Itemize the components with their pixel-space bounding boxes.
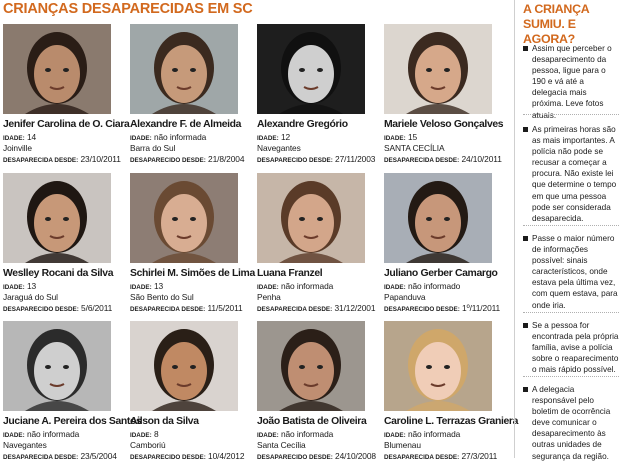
boy-photo (130, 24, 238, 114)
tip-text: Passe o maior número de informações possível: sinais característicos, onde estava pela última vez, com quem estava, para onde iria. (532, 234, 618, 310)
age-value: não informada (153, 132, 207, 142)
boy-photo (3, 173, 111, 263)
child-name: Ailson da Silva (130, 416, 199, 427)
missing-since-line (384, 303, 500, 313)
portrait-icon (130, 24, 238, 114)
tip-item (523, 384, 619, 462)
age-value: não informada (280, 429, 334, 439)
girl-photo (257, 173, 365, 263)
age-value: não informada (26, 429, 80, 439)
missing-since-line (257, 451, 376, 461)
portrait-icon (384, 24, 492, 114)
missing-since-line (3, 451, 117, 461)
child-name: Juliano Gerber Camargo (384, 268, 498, 279)
girl-photo (130, 173, 238, 263)
child-name: Alexandre F. de Almeida (130, 119, 242, 130)
child-name: Weslley Rocani da Silva (3, 268, 114, 279)
sidebar-title-line1: A CRIANÇA (523, 2, 590, 16)
girl-photo-bw (3, 321, 111, 411)
age-line (384, 281, 460, 291)
tip-text: As primeiras horas são as mais importantes. A polícia não pode se recusar a começar a procura. Não existe lei que determine o tempo em que uma pessoa pode ser considerada desaparecida. (532, 125, 617, 223)
age-value: não informada (280, 281, 334, 291)
age-value: 8 (153, 429, 159, 439)
child-card (130, 321, 252, 464)
tip-item (523, 43, 619, 121)
missing-since-label: DESAPARECIDO DESDE: (130, 157, 206, 164)
city: Jaraguá do Sul (3, 292, 58, 302)
child-card (130, 173, 255, 316)
age-label: IDADE: (3, 135, 25, 142)
age-line (130, 132, 206, 142)
age-label: IDADE: (3, 284, 25, 291)
age-value: 13 (26, 281, 37, 291)
portrait-icon (257, 24, 365, 114)
age-value: 13 (153, 281, 164, 291)
missing-since-date: 24/10/2008 (335, 451, 376, 461)
boy-photo (257, 321, 365, 411)
divider (523, 114, 620, 115)
girl-photo (3, 24, 111, 114)
main-title: CRIANÇAS DESAPARECIDAS EM SC (3, 1, 253, 17)
portrait-icon (3, 173, 111, 263)
age-line (3, 429, 79, 439)
age-label: IDADE: (384, 432, 406, 439)
missing-since-date: 24/10/2011 (461, 154, 502, 164)
city: Camboriú (130, 440, 166, 450)
missing-since-label: DESAPARECIDA DESDE: (130, 306, 206, 313)
missing-since-date: 23/5/2004 (80, 451, 117, 461)
city: São Bento do Sul (130, 292, 194, 302)
city: Santa Cecília (257, 440, 306, 450)
city: Navegantes (257, 143, 301, 153)
child-name: Juciane A. Pereira dos Santos (3, 416, 142, 427)
missing-since-date: 31/12/2001 (334, 303, 376, 313)
age-label: IDADE: (257, 135, 279, 142)
square-bullet-icon (523, 46, 528, 51)
missing-since-line (3, 303, 112, 313)
child-card (384, 24, 506, 167)
age-value: 14 (26, 132, 37, 142)
city: Penha (257, 292, 281, 302)
city: Papanduva (384, 292, 426, 302)
child-name: Luana Franzel (257, 268, 323, 279)
tip-item (523, 233, 619, 311)
missing-since-label: DESAPARECIDA DESDE: (257, 306, 333, 313)
age-label: IDADE: (130, 284, 152, 291)
square-bullet-icon (523, 323, 528, 328)
boy-photo (130, 321, 238, 411)
portrait-icon (3, 321, 111, 411)
child-name: Mariele Veloso Gonçalves (384, 119, 504, 130)
city: SANTA CECÍLIA (384, 143, 445, 153)
age-line (257, 132, 290, 142)
divider (523, 225, 620, 226)
age-label: IDADE: (384, 135, 406, 142)
missing-since-line (384, 154, 502, 164)
missing-since-line (3, 154, 121, 164)
city: Barra do Sul (130, 143, 176, 153)
missing-since-label: DESAPARECIDA DESDE: (3, 157, 79, 164)
tip-text: A delegacia responsável pelo boletim de ocorrência deve comunicar o desaparecimento às outras unidades de segurança da região. (532, 385, 611, 461)
portrait-icon (257, 173, 365, 263)
missing-since-line (257, 154, 375, 164)
missing-since-line (130, 154, 244, 164)
child-name: Schirlei M. Simões de Lima (130, 268, 255, 279)
age-line (3, 132, 36, 142)
age-value: 12 (280, 132, 291, 142)
portrait-icon (257, 321, 365, 411)
child-card (384, 173, 506, 316)
square-bullet-icon (523, 387, 528, 392)
missing-since-date: 21/8/2004 (208, 154, 245, 164)
square-bullet-icon (523, 236, 528, 241)
age-value: 15 (407, 132, 418, 142)
age-line (130, 281, 163, 291)
child-name: Jenifer Carolina de O. Ciara (3, 119, 130, 130)
missing-since-label: DESAPARECIDO DESDE: (257, 157, 333, 164)
missing-since-label: DESAPARECIDO DESDE: (130, 454, 206, 461)
missing-since-date: 27/3/2011 (461, 451, 498, 461)
age-value: não informada (407, 429, 461, 439)
portrait-icon (130, 173, 238, 263)
missing-since-label: DESAPARECIDO DESDE: (257, 454, 333, 461)
child-card (3, 24, 130, 167)
city: Navegantes (3, 440, 47, 450)
child-card (3, 321, 142, 464)
missing-since-line (257, 303, 375, 313)
age-line (3, 281, 36, 291)
age-line (257, 429, 333, 439)
divider (523, 312, 620, 313)
tip-text: Se a pessoa for encontrada pela própria família, avise a polícia sobre o reaparecimento o mais rápido possível. (532, 321, 619, 375)
tip-text: Assim que perceber o desaparecimento da pessoa, ligue para o 190 e vá até a delegacia mais próxima. Leve fotos atuais. (532, 44, 612, 120)
boy-photo-bw (257, 24, 365, 114)
child-card (130, 24, 252, 167)
city: Joinville (3, 143, 32, 153)
age-label: IDADE: (257, 432, 279, 439)
missing-since-label: DESAPARECIDA DESDE: (384, 157, 460, 164)
divider (523, 376, 620, 377)
missing-since-label: DESAPARECIDO DESDE: (3, 306, 79, 313)
age-value: não informado (407, 281, 461, 291)
missing-since-date: 27/11/2003 (335, 154, 376, 164)
age-label: IDADE: (3, 432, 25, 439)
child-card (257, 24, 379, 167)
missing-since-date: 10/4/2012 (208, 451, 245, 461)
city: Blumenau (384, 440, 421, 450)
child-name: Caroline L. Terrazas Graniera (384, 416, 519, 427)
age-label: IDADE: (384, 284, 406, 291)
girl-photo (384, 24, 492, 114)
girl-photo (384, 321, 492, 411)
age-line (384, 429, 460, 439)
tip-item (523, 320, 619, 375)
square-bullet-icon (523, 127, 528, 132)
portrait-icon (3, 24, 111, 114)
missing-since-line (130, 451, 244, 461)
sidebar-title-line2: SUMIU. E AGORA? (523, 17, 576, 46)
age-label: IDADE: (130, 432, 152, 439)
age-label: IDADE: (257, 284, 279, 291)
age-line (130, 429, 159, 439)
portrait-icon (384, 173, 492, 263)
missing-since-line (384, 451, 497, 461)
missing-since-date: 11/5/2011 (207, 303, 243, 313)
missing-since-date: 23/10/2011 (80, 154, 121, 164)
child-card (257, 173, 379, 316)
boy-photo (384, 173, 492, 263)
child-card (3, 173, 125, 316)
missing-since-label: DESAPARECIDA DESDE: (3, 454, 79, 461)
sidebar-what-to-do (514, 0, 620, 461)
missing-since-date: 5/6/2011 (81, 303, 113, 313)
age-label: IDADE: (130, 135, 152, 142)
missing-since-date: 1º/11/2011 (462, 303, 501, 313)
child-card (257, 321, 379, 464)
missing-since-label: DESAPARECIDA DESDE: (384, 454, 460, 461)
child-card (384, 321, 519, 464)
age-line (257, 281, 333, 291)
portrait-icon (384, 321, 492, 411)
age-line (384, 132, 417, 142)
child-name: João Batista de Oliveira (257, 416, 367, 427)
missing-since-line (130, 303, 243, 313)
tip-item (523, 124, 619, 224)
sidebar-title (523, 2, 620, 47)
missing-since-label: DESAPARECIDO DESDE: (384, 306, 460, 313)
portrait-icon (130, 321, 238, 411)
child-name: Alexandre Gregório (257, 119, 348, 130)
